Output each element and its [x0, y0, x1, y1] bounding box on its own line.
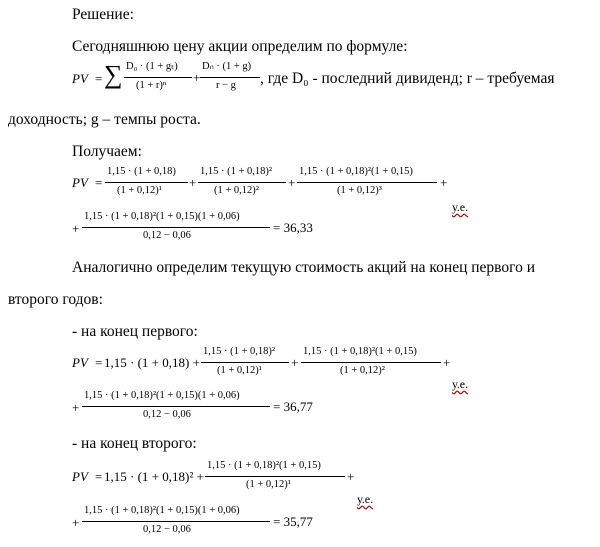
calc3-f2-denominator: 0,12 − 0,06 — [143, 524, 191, 535]
calc1-unit: у.е. — [452, 200, 469, 214]
calc2-plus: + — [443, 355, 451, 370]
calc1-plus: + — [440, 175, 448, 190]
formula-term2-denominator: r − g — [216, 80, 236, 91]
calc1-eq: = — [95, 175, 103, 190]
calc2-result: = 36,77 — [273, 399, 313, 414]
calc1-plus: + — [288, 175, 296, 190]
formula-term2-numerator: Dₙ · (1 + g) — [202, 61, 252, 72]
fraction-bar — [82, 227, 270, 228]
calc1-f1-denominator: (1 + 0,12)¹ — [117, 185, 162, 196]
calc2-plus: + — [72, 400, 80, 415]
solution-heading: Решение: — [72, 6, 134, 23]
calc2-lead: 1,15 · (1 + 0,18) + — [104, 355, 200, 370]
fraction-bar — [301, 362, 441, 363]
formula-plus: + — [193, 70, 201, 85]
calc2-f1-numerator: 1,15 · (1 + 0,18)² — [203, 346, 276, 357]
sigma-symbol: ∑ — [104, 60, 123, 89]
paragraph-similar: Аналогично определим текущую стоимость акций на конец первого и — [72, 259, 536, 276]
calc1-lhs: PV — [72, 175, 88, 190]
fraction-bar — [82, 406, 270, 407]
formula-explanation: доходность; g – темпы роста. — [8, 111, 201, 128]
fraction-bar — [200, 77, 260, 78]
calc1-plus: + — [72, 221, 80, 236]
calc2-f3-denominator: 0,12 − 0,06 — [143, 409, 191, 420]
calc3-unit: у.е. — [357, 492, 374, 506]
calc1-f1-numerator: 1,15 · (1 + 0,18) — [107, 166, 176, 177]
fraction-bar — [297, 182, 437, 183]
calc2-f3-numerator: 1,15 · (1 + 0,18)²(1 + 0,15)(1 + 0,06) — [84, 390, 240, 401]
calc1-result: = 36,33 — [273, 220, 313, 235]
calc3-plus: + — [72, 515, 80, 530]
fraction-bar — [201, 362, 289, 363]
calc2-lhs: PV — [72, 355, 88, 370]
formula-term1-denominator: (1 + r)ⁿ — [136, 80, 167, 91]
obtained-label: Получаем: — [72, 143, 142, 160]
calc3-result: = 35,77 — [273, 514, 313, 529]
end-of-second-label: - на конец второго: — [72, 435, 197, 452]
calc1-f3-denominator: (1 + 0,12)³ — [337, 185, 382, 196]
calc1-f2-denominator: (1 + 0,12)² — [214, 185, 259, 196]
paragraph-similar-cont: второго годов: — [8, 291, 103, 308]
calc1-plus: + — [189, 175, 197, 190]
end-of-first-label: - на конец первого: — [72, 323, 198, 340]
calc3-lhs: PV — [72, 469, 88, 484]
calc3-eq: = — [95, 469, 103, 484]
calc3-plus: + — [347, 469, 355, 484]
fraction-bar — [105, 182, 188, 183]
calc3-f1-numerator: 1,15 · (1 + 0,18)²(1 + 0,15) — [207, 460, 321, 471]
formula-eq: = — [95, 71, 103, 86]
calc2-plus: + — [291, 355, 299, 370]
calc1-f2-numerator: 1,15 · (1 + 0,18)² — [200, 166, 273, 177]
calc3-f2-numerator: 1,15 · (1 + 0,18)²(1 + 0,15)(1 + 0,06) — [84, 505, 240, 516]
calc2-f1-denominator: (1 + 0,12)¹ — [217, 365, 262, 376]
intro-text: Сегодняшнюю цену акции определим по формуле: — [72, 38, 408, 55]
formula-lhs: PV — [72, 71, 88, 86]
calc2-f2-numerator: 1,15 · (1 + 0,18)²(1 + 0,15) — [303, 346, 417, 357]
formula-term1-numerator: D₀ · (1 + gₜ) — [126, 61, 178, 72]
formula-tail: , где D₀ - последний дивиденд; r – требуемая — [260, 70, 555, 87]
fraction-bar — [205, 476, 345, 477]
fraction-bar — [198, 182, 286, 183]
fraction-bar — [124, 77, 192, 78]
calc1-f4-numerator: 1,15 · (1 + 0,18)²(1 + 0,15)(1 + 0,06) — [84, 211, 240, 222]
calc3-lead: 1,15 · (1 + 0,18)² + — [104, 469, 204, 484]
calc2-unit: у.е. — [452, 377, 469, 391]
calc1-f3-numerator: 1,15 · (1 + 0,18)²(1 + 0,15) — [299, 166, 413, 177]
calc2-f2-denominator: (1 + 0,12)² — [340, 365, 385, 376]
calc3-f1-denominator: (1 + 0,12)¹ — [246, 479, 291, 490]
calc2-eq: = — [95, 355, 103, 370]
fraction-bar — [82, 521, 270, 522]
calc1-f4-denominator: 0,12 − 0,06 — [143, 230, 191, 241]
